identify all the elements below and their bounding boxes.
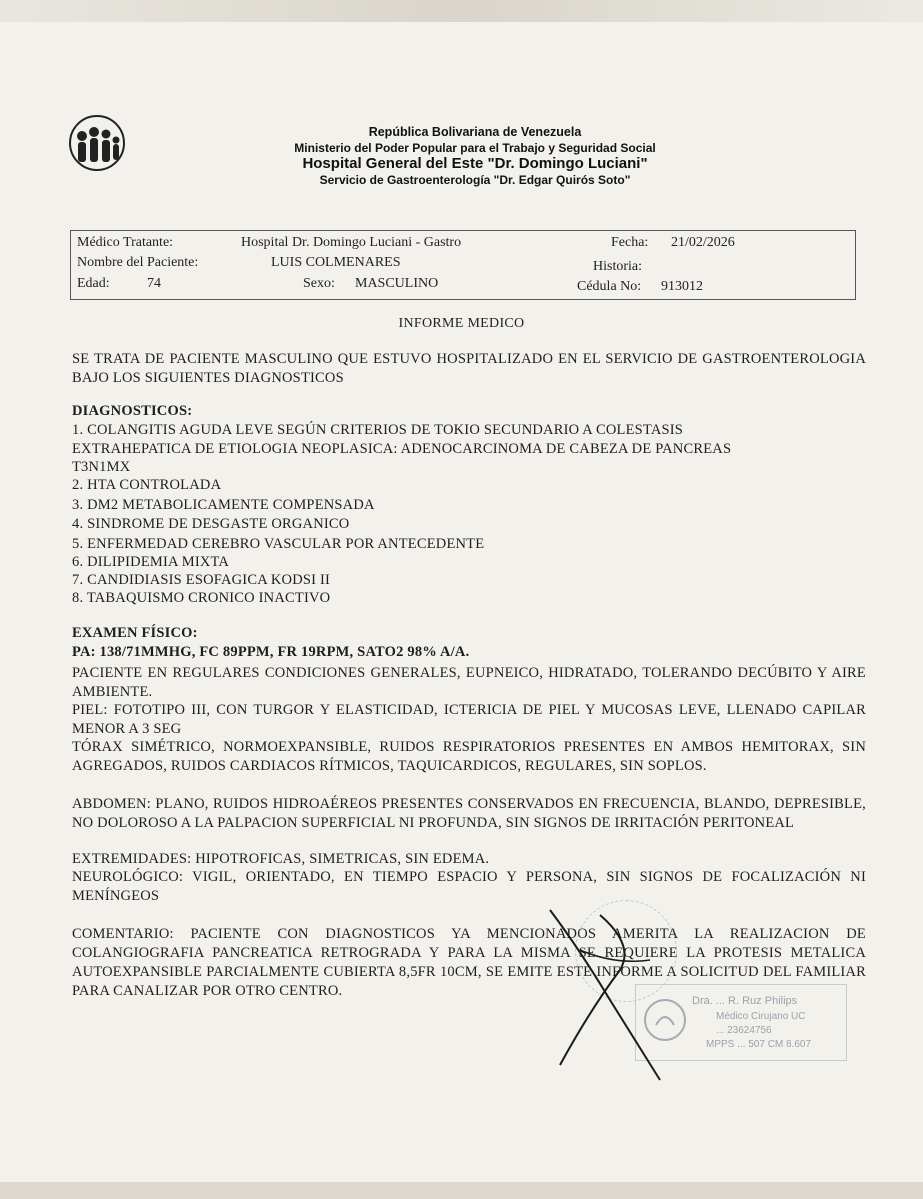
diagnostico-item: 2. HTA CONTROLADA xyxy=(72,477,222,493)
patient-info-box xyxy=(70,230,856,300)
cedula-value: 913012 xyxy=(661,279,703,294)
sexo-value: MASCULINO xyxy=(355,276,439,291)
stamp-line-3: ... 23624756 xyxy=(716,1025,772,1036)
examen-vitals: PA: 138/71MMHG, FC 89PPM, FR 19RPM, SATO2 98% A/A. xyxy=(72,644,470,660)
examen-extremidades: EXTREMIDADES: HIPOTROFICAS, SIMETRICAS, SIN EDEMA. xyxy=(72,851,490,867)
comentario-paragraph: COMENTARIO: PACIENTE CON DIAGNOSTICOS YA MENCIONADOS AMERITA LA REALIZACION DE COLANGIOGRAFIA PANCREATICA RETROGRADA Y PARA LA MISMA SE REQUIERE LA PROTESIS METALICA AUTOEXPANSIBLE PARCIALMENTE CUBIERTA 8,5FR 10CM, SE EMITE ESTE INFORME A SOLICITUD DEL FAMILIAR PARA CANALIZAR POR OTRO CENTRO. xyxy=(72,926,866,999)
diagnostico-1-line-2: EXTRAHEPATICA DE ETIOLOGIA NEOPLASICA: ADENOCARCINOMA DE CABEZA DE PANCREAS xyxy=(72,441,732,457)
stamp-line-1: Dra. ... R. Ruz Philips xyxy=(692,995,798,1007)
bottom-edge xyxy=(0,1182,923,1199)
medico-value: Hospital Dr. Domingo Luciani - Gastro xyxy=(241,235,462,250)
diagnostico-item: 3. DM2 METABOLICAMENTE COMPENSADA xyxy=(72,497,375,513)
signature-icon xyxy=(540,890,680,1090)
diagnosticos-heading: DIAGNOSTICOS: xyxy=(72,403,193,419)
examen-abdomen: ABDOMEN: PLANO, RUIDOS HIDROAÉREOS PRESENTES CONSERVADOS EN FRECUENCIA, BLANDO, DEPRESIBLE, NO DOLOROSO A LA PALPACION SUPERFICIAL NI PROFUNDA, SIN SIGNOS DE IRRITACIÓN PERITONEAL xyxy=(72,796,866,831)
stamp-line-2: Médico Cirujano UC xyxy=(716,1011,806,1022)
fecha-value: 21/02/2026 xyxy=(671,235,735,250)
header-ministry: Ministerio del Poder Popular para el Trabajo y Seguridad Social xyxy=(294,141,656,155)
examen-heading: EXAMEN FÍSICO: xyxy=(72,625,198,641)
sexo-label: Sexo: xyxy=(303,276,335,291)
historia-label: Historia: xyxy=(593,259,642,274)
diagnostico-item: 6. DILIPIDEMIA MIXTA xyxy=(72,554,230,570)
report-title: INFORME MEDICO xyxy=(398,316,525,331)
paciente-label: Nombre del Paciente: xyxy=(77,255,199,270)
diagnostico-item: 4. SINDROME DE DESGASTE ORGANICO xyxy=(72,516,350,532)
medico-label: Médico Tratante: xyxy=(77,235,174,250)
edad-label: Edad: xyxy=(77,276,110,291)
diagnostico-1-line-1: 1. COLANGITIS AGUDA LEVE SEGÚN CRITERIOS DE TOKIO SECUNDARIO A COLESTASIS xyxy=(72,422,684,438)
stamp-line-4: MPPS ... 507 CM 8.607 xyxy=(706,1039,812,1050)
ministry-logo-icon xyxy=(66,114,128,172)
diagnostico-1-line-3: T3N1MX xyxy=(72,459,131,475)
top-edge xyxy=(0,0,923,22)
examen-torax: TÓRAX SIMÉTRICO, NORMOEXPANSIBLE, RUIDOS RESPIRATORIOS PRESENTES EN AMBOS HEMITORAX, SIN AGREGADOS, RUIDOS CARDIACOS RÍTMICOS, TAQUICARDICOS, REGULARES, SIN SOPLOS. xyxy=(72,739,866,774)
examen-neuro: NEUROLÓGICO: VIGIL, ORIENTADO, EN TIEMPO ESPACIO Y PERSONA, SIN SIGNOS DE FOCALIZACIÓN NI MENÍNGEOS xyxy=(72,869,866,904)
examen-piel: PIEL: FOTOTIPO III, CON TURGOR Y ELASTICIDAD, ICTERICIA DE PIEL Y MUCOSAS LEVE, LLENADO CAPILAR MENOR A 3 SEG xyxy=(72,702,866,737)
diagnostico-item: 5. ENFERMEDAD CEREBRO VASCULAR POR ANTECEDENTE xyxy=(72,536,485,552)
header-hospital: Hospital General del Este "Dr. Domingo Luciani" xyxy=(302,155,648,172)
cedula-label: Cédula No: xyxy=(577,279,642,294)
diagnostico-item: 8. TABAQUISMO CRONICO INACTIVO xyxy=(72,590,331,606)
fecha-label: Fecha: xyxy=(611,235,649,250)
edad-value: 74 xyxy=(147,276,161,291)
examen-general: PACIENTE EN REGULARES CONDICIONES GENERALES, EUPNEICO, HIDRATADO, TOLERANDO DECÚBITO Y AIRE AMBIENTE. xyxy=(72,665,866,700)
paciente-value: LUIS COLMENARES xyxy=(271,255,401,270)
header-service: Servicio de Gastroenterología "Dr. Edgar Quirós Soto" xyxy=(319,173,631,187)
header-country: República Bolivariana de Venezuela xyxy=(368,125,582,139)
intro-paragraph: SE TRATA DE PACIENTE MASCULINO QUE ESTUVO HOSPITALIZADO EN EL SERVICIO DE GASTROENTEROLOGIA BAJO LOS SIGUIENTES DIAGNOSTICOS xyxy=(72,351,866,386)
diagnostico-item: 7. CANDIDIASIS ESOFAGICA KODSI II xyxy=(72,572,331,588)
